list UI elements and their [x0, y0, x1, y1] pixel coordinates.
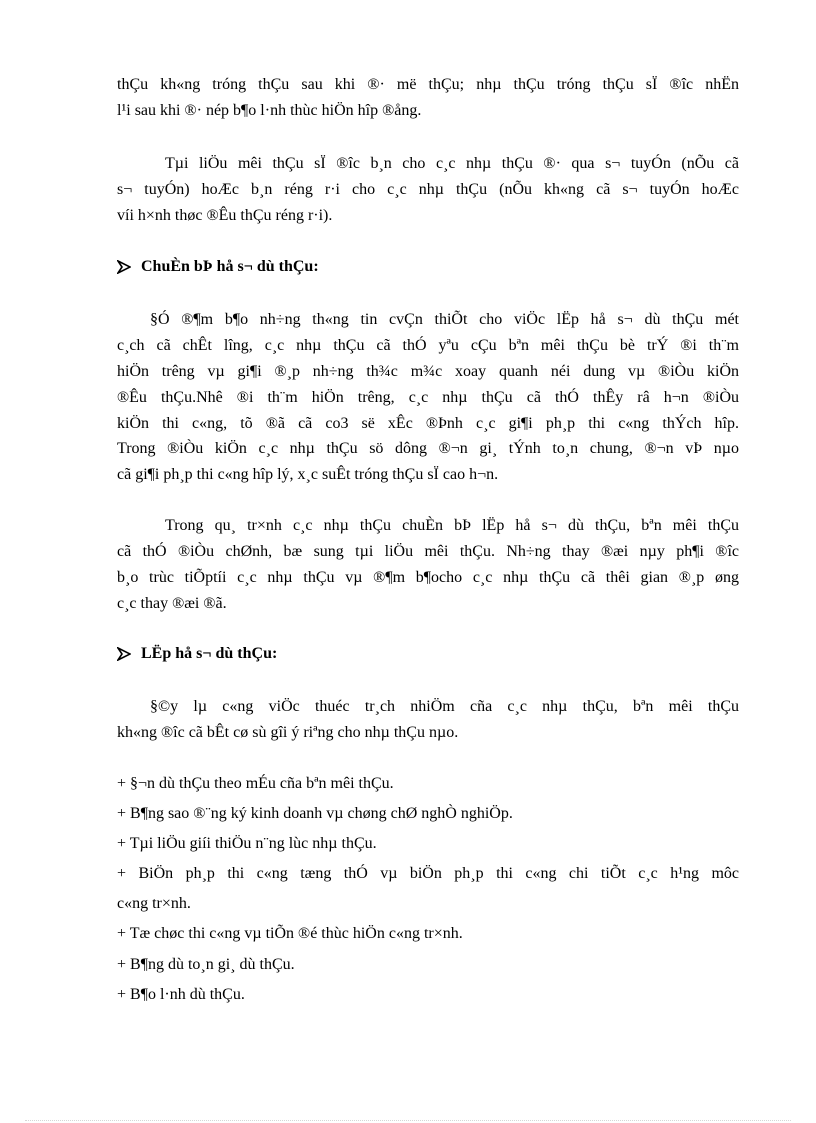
list-item: c«ng tr×nh. [117, 895, 191, 912]
paragraph-line: c¸c thay ®æi ®ã. [117, 595, 227, 612]
page-bottom-divider [25, 1120, 791, 1121]
paragraph-line: s¬ tuyÓn) hoÆc b¸n réng r·i cho c¸c nhµ thÇu (nÕu kh«ng cã s¬ tuyÓn hoÆc [117, 181, 739, 198]
list-item: + §¬n dù thÇu theo mÉu cña bªn mêi thÇu. [117, 775, 394, 792]
paragraph-line: §©y lµ c«ng viÖc thuéc tr¸ch nhiÖm cña c¸c nhµ thÇu, bªn mêi thÇu [150, 698, 739, 715]
paragraph-line: c¸ch cã chÊt lîng, c¸c nhµ thÇu cã thÓ yªu cÇu bªn mêi thÇu bè trÝ ®i th¨m [117, 337, 739, 354]
list-item: + BiÖn ph¸p thi c«ng tæng thÓ vµ biÖn ph¸p thi c«ng chi tiÕt c¸c h¹ng môc [117, 865, 739, 882]
paragraph-line: thÇu kh«ng tróng thÇu sau khi ®· më thÇu; nhµ thÇu tróng thÇu sÏ ®îc nhËn [117, 76, 739, 93]
list-item: + Tµi liÖu giíi thiÖu n¨ng lùc nhµ thÇu. [117, 835, 377, 852]
paragraph-line: §Ó ®¶m b¶o nh÷ng th«ng tin cvÇn thiÕt cho viÖc lËp hå s¬ dù thÇu mét [150, 311, 739, 328]
paragraph-line: cã thÓ ®iÒu chØnh, bæ sung tµi liÖu mêi thÇu. Nh÷ng thay ®æi nµy ph¶i ®îc [117, 543, 739, 560]
paragraph-line: cã gi¶i ph¸p thi c«ng hîp lý, x¸c suÊt tróng thÇu sÏ cao h¬n. [117, 466, 499, 483]
paragraph-line: kiÖn thi c«ng, tõ ®ã cã co3 së xÊc ®Þnh c¸c gi¶i ph¸p thi c«ng thÝch hîp. [117, 415, 739, 432]
paragraph-line: ®Êu thÇu.Nhê ®i th¨m hiÖn trêng, c¸c nhµ thÇu cã thÓ thÊy râ h¬n ®iÒu [117, 389, 739, 406]
section-heading: LËp hå s¬ dù thÇu: [141, 645, 278, 662]
paragraph-line: Trong ®iÒu kiÖn c¸c nhµ thÇu sö dông ®¬n gi¸ tÝnh to¸n chung, ®¬n vÞ nµo [117, 440, 739, 457]
paragraph-line: Trong qu¸ tr×nh c¸c nhµ thÇu chuÈn bÞ lËp hå s¬ dù thÇu, bªn mêi thÇu [165, 517, 739, 534]
paragraph-line: kh«ng ®îc cã bÊt cø sù gîi ý riªng cho nhµ thÇu nµo. [117, 724, 459, 741]
list-item: + B¶o l·nh dù thÇu. [117, 986, 245, 1003]
paragraph-line: hiÖn trêng vµ gi¶i ®¸p nh÷ng th¾c m¾c xoay quanh néi dung vµ ®iÒu kiÖn [117, 363, 739, 380]
paragraph-line: víi h×nh thøc ®Êu thÇu réng r·i). [117, 207, 333, 224]
list-item: + B¶ng sao ®¨ng ký kinh doanh vµ chøng chØ nghÒ nghiÖp. [117, 805, 513, 822]
section-heading: ChuÈn bÞ hå s¬ dù thÇu: [141, 258, 319, 275]
paragraph-line: Tµi liÖu mêi thÇu sÏ ®îc b¸n cho c¸c nhµ thÇu ®· qua s¬ tuyÓn (nÕu cã [165, 155, 739, 172]
arrowhead-bullet-icon [117, 647, 131, 661]
paragraph-line: l¹i sau khi ®· nép b¶o l·nh thùc hiÖn hîp ®ång. [117, 102, 422, 119]
paragraph-line: b¸o trùc tiÕptíi c¸c nhµ thÇu vµ ®¶m b¶ocho c¸c nhµ thÇu cã thêi gian ®¸p øng [117, 569, 739, 586]
arrowhead-bullet-icon [117, 260, 131, 274]
list-item: + Tæ chøc thi c«ng vµ tiÕn ®é thùc hiÖn c«ng tr×nh. [117, 925, 463, 942]
list-item: + B¶ng dù to¸n gi¸ dù thÇu. [117, 956, 295, 973]
